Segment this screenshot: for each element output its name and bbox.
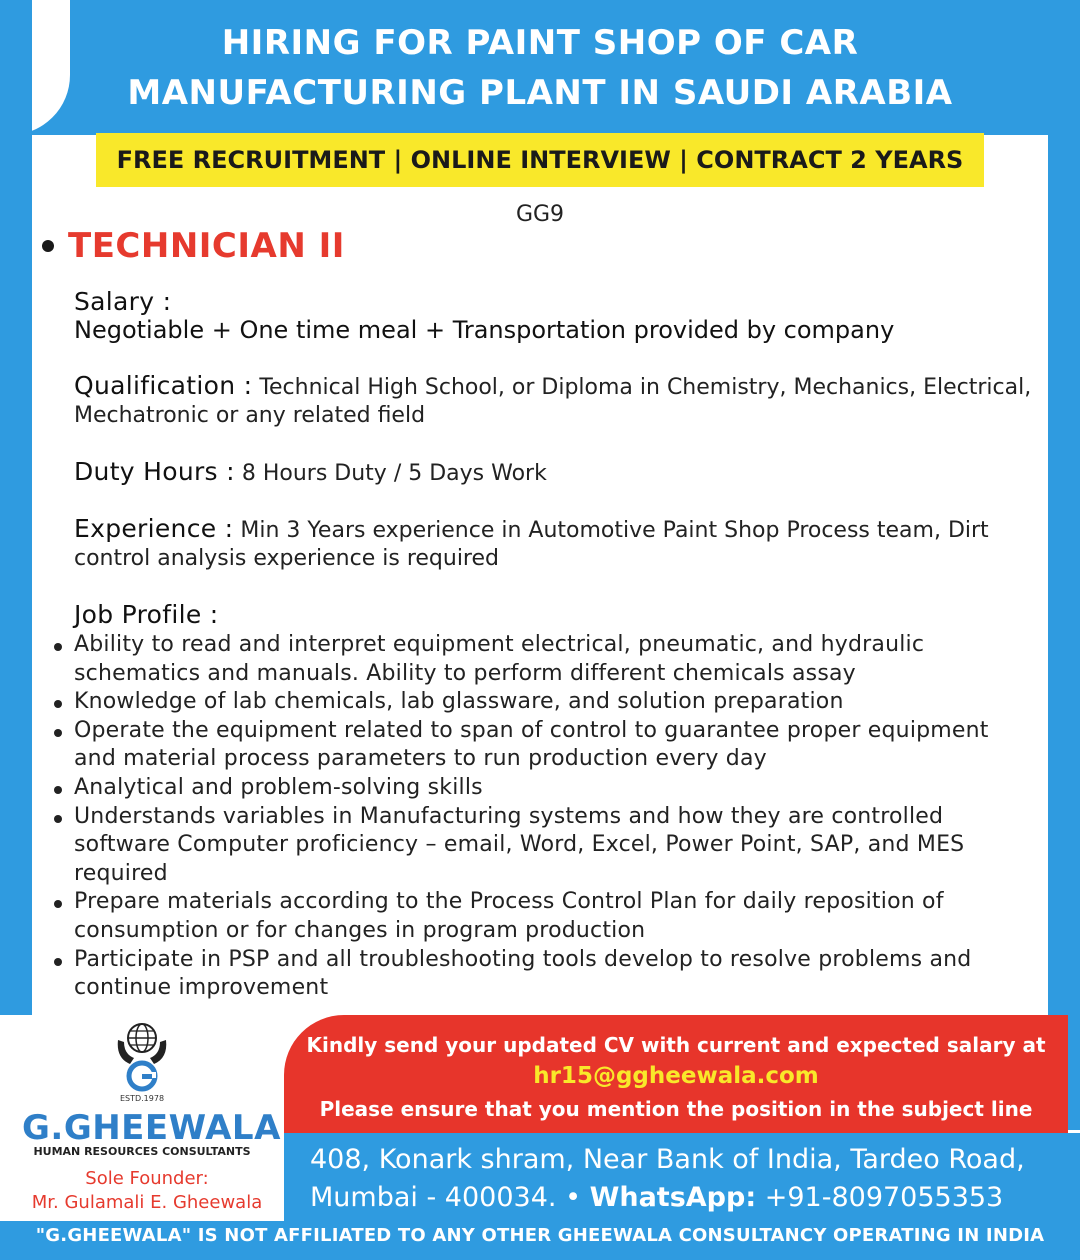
email-link[interactable]: hr15@ggheewala.com (533, 1063, 819, 1089)
role-title: TECHNICIAN II (68, 226, 345, 266)
experience-label: Experience : (74, 514, 234, 543)
job-profile-list (74, 631, 1034, 1003)
list-item (74, 946, 1034, 1003)
list-item-text: Prepare materials according to the Process Control Plan for daily reposition of consumption or for changes in program production (74, 889, 944, 943)
experience-section (74, 515, 1054, 573)
salary-value: Negotiable + One time meal + Transportation provided by company (74, 316, 895, 344)
qualification-label: Qualification : (74, 371, 253, 400)
subject-instruction: Please ensure that you mention the position in the subject line (319, 1097, 1033, 1121)
list-item (74, 717, 1034, 774)
whatsapp-label: WhatsApp: (589, 1182, 757, 1213)
address-city: Mumbai - 400034. (310, 1182, 557, 1213)
list-item-text: Knowledge of lab chemicals, lab glassware, and solution preparation (74, 689, 844, 715)
qualification-section (74, 372, 1034, 430)
duty-label: Duty Hours : (74, 457, 235, 486)
job-profile-label: Job Profile : (74, 600, 219, 629)
cv-instruction: Kindly send your updated CV with current and expected salary at (306, 1033, 1046, 1057)
list-item-text: Analytical and problem-solving skills (74, 774, 483, 800)
list-item-text: Understands variables in Manufacturing systems and how they are controlled software Computer proficiency – email, Word, Excel, Power Point, SAP, and MES required (74, 803, 965, 886)
list-item (74, 631, 1034, 688)
list-item-text: Operate the equipment related to span of control to guarantee proper equipment and material process parameters to run production every day (74, 717, 989, 772)
estd-text: ESTD.1978 (119, 1094, 165, 1103)
list-item-text: Ability to read and interpret equipment electrical, pneumatic, and hydraulic schematics and manuals. Ability to perform different chemicals assay (74, 632, 925, 686)
bullet-icon (54, 958, 62, 966)
page-title (60, 18, 1020, 118)
duty-section (74, 458, 1034, 488)
role-bullet-icon (42, 240, 54, 252)
bullet-icon (54, 643, 62, 651)
founder-name: Mr. Gulamali E. Gheewala (31, 1192, 263, 1213)
qualification-value: Technical High School, or Diploma in Chemistry, Mechanics, Electrical, Mechatronic or any related field (74, 375, 1032, 428)
job-code: GG9 (515, 202, 565, 227)
address-line-2 (310, 1182, 1003, 1213)
frame-left (0, 0, 32, 1130)
list-item (74, 774, 1034, 803)
list-item (74, 803, 1034, 889)
list-item (74, 688, 1034, 717)
bullet-icon: • (565, 1182, 590, 1213)
whatsapp-number[interactable]: +91-8097055353 (764, 1182, 1004, 1213)
salary-section (74, 288, 1034, 344)
experience-value: Min 3 Years experience in Automotive Paint Shop Process team, Dirt control analysis experience is required (74, 518, 989, 571)
banner: FREE RECRUITMENT | ONLINE INTERVIEW | CONTRACT 2 YEARS (96, 133, 984, 187)
brand-subtitle: HUMAN RESOURCES CONSULTANTS (33, 1145, 251, 1158)
brand-name: G.GHEEWALA (22, 1108, 281, 1148)
title-line-1: HIRING FOR PAINT SHOP OF CAR (221, 23, 859, 63)
duty-value: 8 Hours Duty / 5 Days Work (241, 461, 547, 486)
address-line-1: 408, Konark shram, Near Bank of India, Tardeo Road, (310, 1144, 1025, 1175)
founder-label: Sole Founder: (85, 1168, 209, 1189)
bullet-icon (54, 815, 62, 823)
bullet-icon (54, 786, 62, 794)
salary-label: Salary : (74, 287, 172, 316)
globe-hands-logo-icon (112, 1018, 172, 1094)
list-item (74, 888, 1034, 945)
disclaimer: "G.GHEEWALA" IS NOT AFFILIATED TO ANY OTHER GHEEWALA CONSULTANCY OPERATING IN INDIA (0, 1221, 1080, 1260)
list-item-text: Participate in PSP and all troubleshooting tools develop to resolve problems and continue improvement (74, 946, 972, 1001)
title-line-2: MANUFACTURING PLANT IN SAUDI ARABIA (127, 73, 953, 113)
bullet-icon (54, 729, 62, 737)
